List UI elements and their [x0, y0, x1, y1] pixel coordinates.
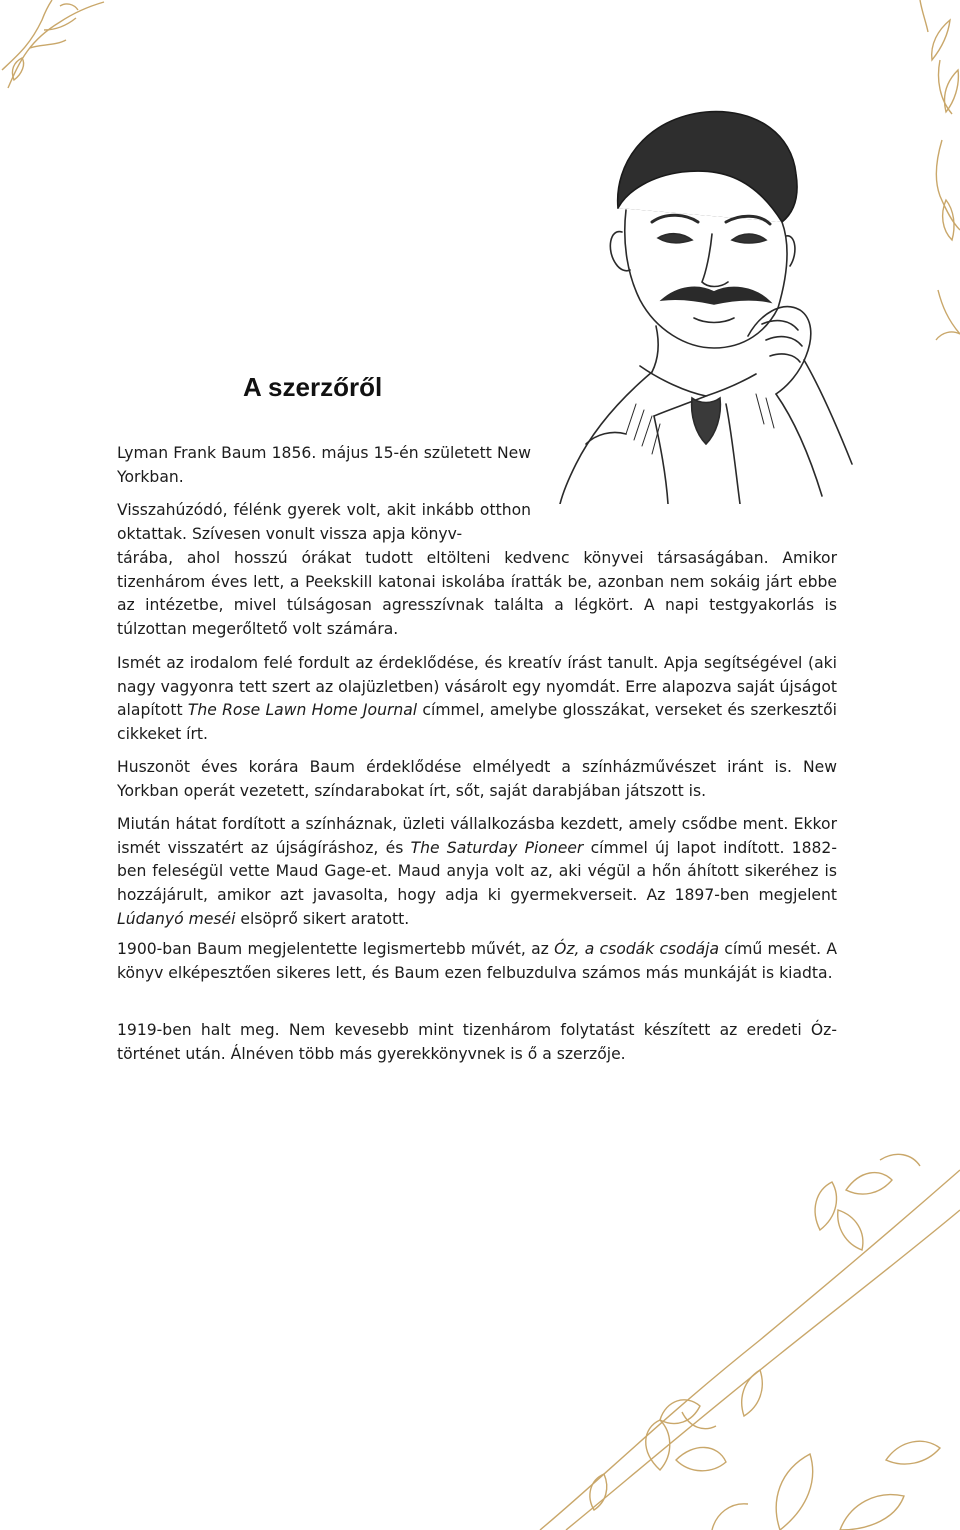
floral-ornament-top-left [0, 0, 110, 90]
paragraph-death: 1919-ben halt meg. Nem kevesebb mint tizenhárom folytatást készített az eredeti Óz-történet után. Álnéven több más gyerekkönyvnek is ő a szerzője. [117, 1021, 837, 1063]
page-title: A szerzőről [243, 372, 383, 402]
author-portrait [556, 104, 856, 504]
paragraph-business: Miután hátat fordított a színháznak, üzleti vállalkozásba kezdett, amely csődbe ment. Ekkor ismét visszatért az újságíráshoz, és The Saturday Pioneer címmel új lapot indított. 1882-ben feleségül vette Maud Gage-et. Maud anyja volt az, aki végül a hőn áhított sikeréhez is hozzájárult, amikor azt javasolta, hogy adja ki gyermekverseit. Az 1897-ben megjelent Lúdanyó meséi elsöprő sikert aratott. [117, 815, 837, 928]
floral-ornament-bottom [0, 1040, 960, 1530]
paragraph-birth: Lyman Frank Baum 1856. május 15-én született New Yorkban. [117, 444, 531, 486]
paragraph-theatre: Huszonöt éves korára Baum érdeklődése elmélyedt a színházművészet iránt is. New Yorkban operát vezetett, színdarabokat írt, sőt, saját darabjában játszott is. [117, 758, 837, 800]
paragraph-school: tárába, ahol hosszú órákat tudott eltölteni kedvenc könyvei társaságában. Amikor tizenhárom éves lett, a Peekskill katonai iskolába íratták be, azonban nem sokáig járt ebbe az intézetbe, mivel túlságosan agresszívnak találta a légkört. A napi testgyakorlás is túlzottan megerőltető volt számára. [117, 549, 837, 639]
paragraph-oz: 1900-ban Baum megjelentette legismertebb művét, az Óz, a csodák csodája című mesét. A könyv elképesztően sikeres lett, és Baum ezen felbuzdulva számos más munkáját is kiadta. [117, 940, 838, 982]
title-oz: Óz, a csodák csodája [554, 940, 720, 958]
title-rose-lawn-home-journal: The Rose Lawn Home Journal [187, 701, 418, 720]
title-saturday-pioneer: The Saturday Pioneer [410, 838, 584, 857]
floral-ornament-top-right [880, 0, 960, 360]
paragraph-childhood: Visszahúzódó, félénk gyerek volt, akit inkább otthon oktattak. Szívesen vonult vissza apja könyv- [117, 501, 531, 543]
paragraph-journal: Ismét az irodalom felé fordult az érdeklődése, és kreatív írást tanult. Apja segítségével (aki nagy vagyonra tett szert az olajüzletben) vásárolt egy nyomdát. Erre alapozva saját újságot alapított The Rose Lawn Home Journal címmel, amelybe glosszákat, verseket és szerkesztői cikkeket írt. [117, 654, 837, 744]
title-ludanyo-mesei: Lúdanyó meséi [117, 909, 236, 928]
